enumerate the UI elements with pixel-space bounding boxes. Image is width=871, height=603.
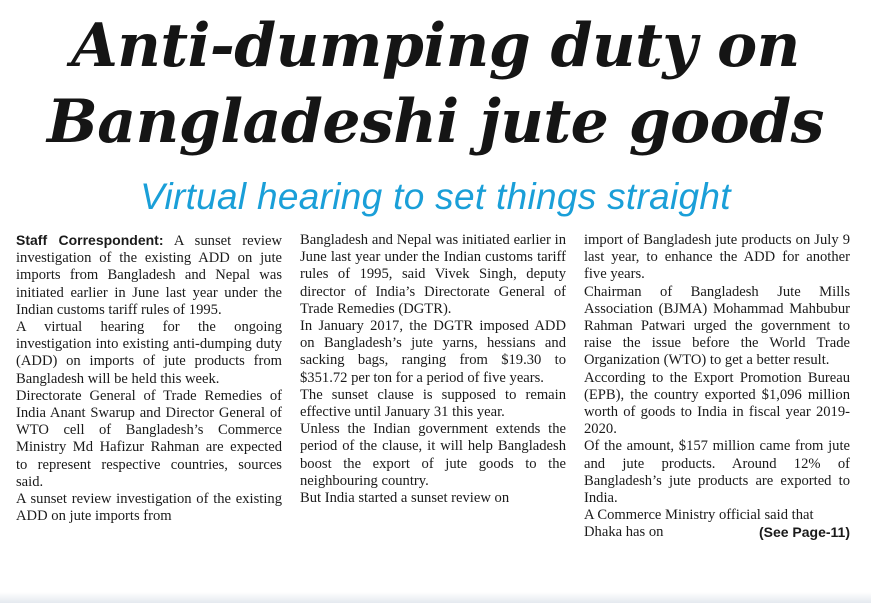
article-column-3 bbox=[584, 232, 850, 586]
paragraph-last-line bbox=[584, 524, 850, 541]
paragraph-text: A sunset review investigation of the existing ADD on jute imports from Bangladesh and Nepal was initiated earlier in June last year under the Indian customs tariff rules of 1995. bbox=[16, 233, 282, 318]
article-column-1 bbox=[16, 232, 282, 586]
paragraph: A Commerce Ministry official said that bbox=[584, 507, 814, 524]
paragraph bbox=[16, 232, 282, 319]
byline: Staff Correspondent: bbox=[16, 232, 164, 248]
paragraph: Chairman of Bangladesh Jute Mills Association (BJMA) Mohammad Mahbubur Rahman Patwari urged the government to raise the issue before the World Trade Organization (WTO) to get a better result. bbox=[584, 283, 850, 369]
paragraph-text: Dhaka has on bbox=[584, 524, 664, 541]
page-bottom-edge bbox=[0, 592, 871, 603]
paragraph: Unless the Indian government extends the period of the clause, it will help Bangladesh boost the export of jute goods to the neighbouring country. bbox=[300, 421, 566, 489]
headline bbox=[0, 8, 871, 160]
article-column-2 bbox=[300, 232, 566, 586]
subheadline: Virtual hearing to set things straight bbox=[140, 176, 731, 217]
paragraph: In January 2017, the DGTR imposed ADD on Bangladesh’s jute yarns, hessians and sacking bags, ranging from $19.30 to $351.72 per ton for a period of five years. bbox=[300, 318, 566, 386]
paragraph: A sunset review investigation of the existing ADD on jute imports from bbox=[16, 491, 282, 525]
paragraph: A virtual hearing for the ongoing investigation into existing anti-dumping duty (ADD) on imports of jute products from Bangladesh will be held this week. bbox=[16, 319, 282, 387]
headline-line-1: Anti-dumping duty on bbox=[71, 11, 800, 81]
paragraph: Of the amount, $157 million came from jute and jute products. Around 12% of Bangladesh’s jute products are exported to India. bbox=[584, 438, 850, 507]
paragraph: import of Bangladesh jute products on July 9 last year, to enhance the ADD for another five years. bbox=[584, 232, 850, 283]
continued-link[interactable]: (See Page-11) bbox=[758, 524, 850, 541]
paragraph: Bangladesh and Nepal was initiated earlier in June last year under the Indian customs tariff rules of 1995, said Vivek Singh, deputy director of India’s Directorate General of Trade Remedies (DGTR). bbox=[300, 232, 566, 317]
paragraph: According to the Export Promotion Bureau (EPB), the country exported $1,096 million worth of goods to India in fiscal year 2019-2020. bbox=[584, 369, 850, 438]
paragraph: The sunset clause is supposed to remain effective until January 31 this year. bbox=[300, 386, 566, 421]
paragraph: But India started a sunset review on bbox=[300, 490, 510, 507]
headline-line-2: Bangladeshi jute goods bbox=[47, 87, 824, 157]
paragraph: Directorate General of Trade Remedies of India Anant Swarup and Director General of WTO cell of Bangladesh’s Commerce Ministry Md Hafizur Rahman are expected to represent respective countries, sources said. bbox=[16, 387, 282, 490]
